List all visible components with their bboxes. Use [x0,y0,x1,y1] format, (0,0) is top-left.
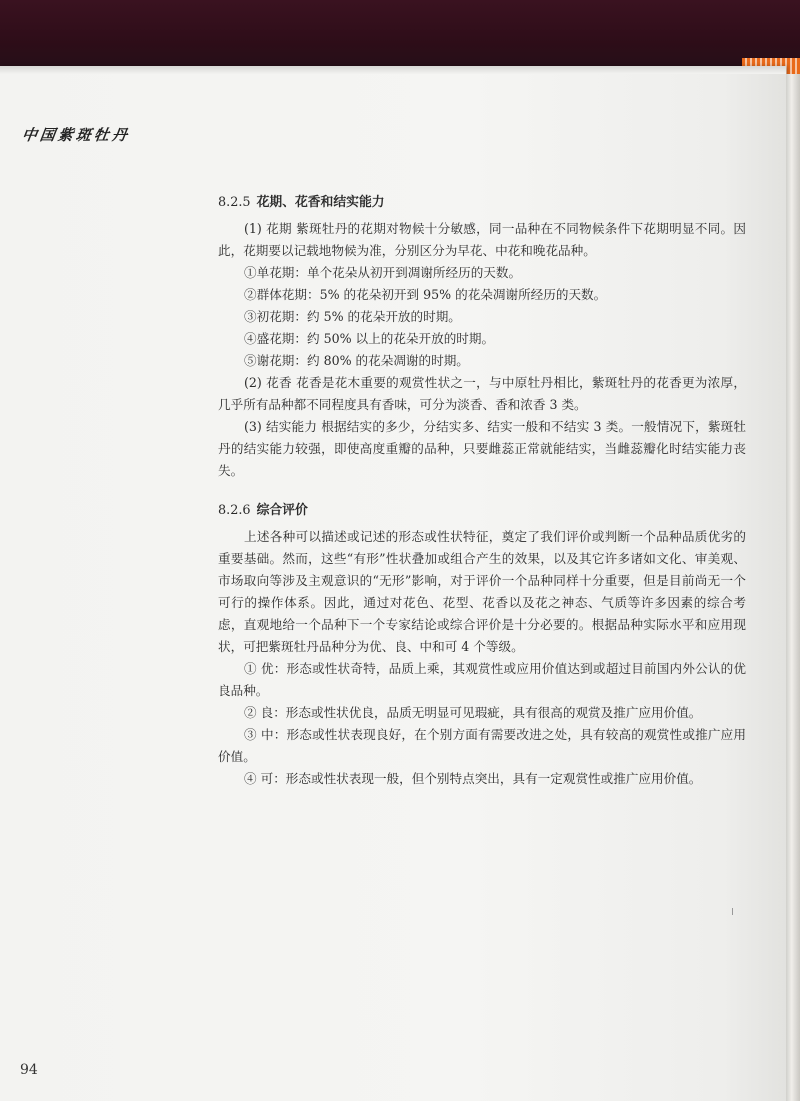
paragraph: ②群体花期：5% 的花朵初开到 95% 的花朵凋谢所经历的天数。 [244,287,607,302]
paragraph: ⑤谢花期：约 80% 的花朵凋谢的时期。 [244,353,469,368]
section-number: 8.2.5 [218,195,251,210]
section-title: 综合评价 [256,503,308,518]
scan-background [0,0,800,74]
page-gutter-edge [786,74,800,1101]
scan-speck [732,908,733,915]
section-heading-8-2-6 [218,500,746,522]
paragraph: ④盛花期：约 50% 以上的花朵开放的时期。 [244,331,495,346]
paragraph: ③ 中：形态或性状表现良好，在个别方面有需要改进之处，具有较高的观赏性或推广应用价值。 [218,727,746,764]
section-heading-8-2-5 [218,192,746,214]
paragraph: ① 优：形态或性状奇特，品质上乘，其观赏性或应用价值达到或超过目前国内外公认的优良品种。 [218,661,746,698]
paragraph: ② 良：形态或性状优良，品质无明显可见瑕疵，具有很高的观赏及推广应用价值。 [244,705,702,720]
section-number: 8.2.6 [218,503,251,518]
page-top-edge [0,66,786,74]
paragraph: (2) 花香 花香是花木重要的观赏性状之一，与中原牡丹相比，紫斑牡丹的花香更为浓厚，几乎所有品种都不同程度具有香味，可分为淡香、香和浓香 3 类。 [218,375,746,412]
paragraph: ④ 可：形态或性状表现一般，但个别特点突出，具有一定观赏性或推广应用价值。 [244,771,702,786]
paragraph: 上述各种可以描述或记述的形态或性状特征，奠定了我们评价或判断一个品种品质优劣的重要基础。然而，这些“有形”性状叠加或组合产生的效果，以及其它许多诸如文化、审美观、市场取向等涉及主观意识的“无形”影响，对于评价一个品种同样十分重要，但是目前尚无一个可行的操作体系。因此，通过对花色、花型、花香以及花之神态、气质等许多因素的综合考虑，直观地给一个品种下一个专家结论或综合评价是十分必要的。根据品种实际水平和应用现状，可把紫斑牡丹品种分为优、良、中和可 4 个等级。 [218,529,746,654]
running-head: 中国紫斑牡丹 [20,126,132,144]
page-body [218,192,746,790]
section-title: 花期、花香和结实能力 [256,195,385,210]
paragraph: ①单花期：单个花朵从初开到凋谢所经历的天数。 [244,265,522,280]
paragraph: ③初花期：约 5% 的花朵开放的时期。 [244,309,461,324]
paragraph: (3) 结实能力 根据结实的多少，分结实多、结实一般和不结实 3 类。一般情况下，紫斑牡丹的结实能力较强，即使高度重瓣的品种，只要雌蕊正常就能结实，当雌蕊瓣化时结实能力丧失。 [218,419,746,478]
paragraph: (1) 花期 紫斑牡丹的花期对物候十分敏感，同一品种在不同物候条件下花期明显不同。因此，花期要以记载地物候为准，分别区分为早花、中花和晚花品种。 [218,221,746,258]
page-number: 94 [20,1062,38,1078]
section-spacer [218,482,746,500]
